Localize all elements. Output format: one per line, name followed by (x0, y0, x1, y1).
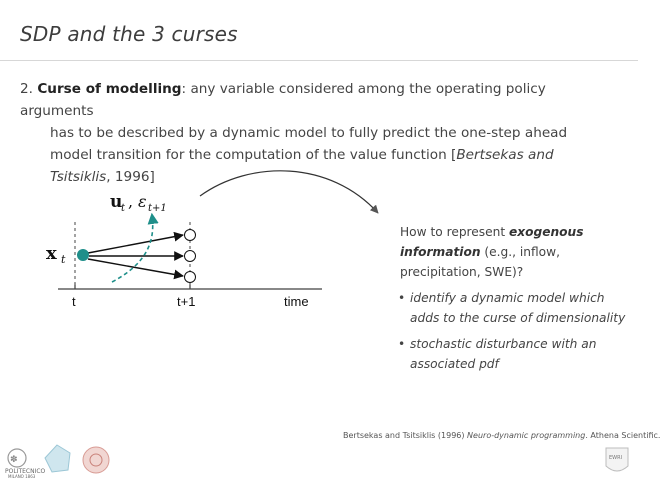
question-bold-2: information (400, 245, 481, 259)
tick-label-t: t (72, 294, 76, 309)
point-line1: : any variable considered among the operating policy arguments (20, 81, 546, 119)
current-state-node (77, 249, 89, 261)
exogenous-info-box (400, 222, 630, 380)
answer-item-stochastic: • stochastic disturbance with an associated pdf (400, 334, 630, 374)
control-subscript: t (121, 203, 126, 214)
control-label: u (110, 192, 123, 212)
link-arrow (200, 171, 378, 213)
point-line2: has to be described by a dynamic model to fully predict the one-step ahead (50, 125, 568, 141)
citation-year: , 1996] (106, 169, 155, 185)
point-bold-term: Curse of modelling (37, 81, 182, 97)
next-state-node-1 (185, 230, 196, 241)
question-bold-1: exogenous (509, 225, 584, 239)
noise-subscript: t+1 (148, 203, 167, 214)
politecnico-label: POLITECNICO (5, 468, 46, 475)
footnote-authors: Bertsekas and Tsitsiklis (1996) (343, 431, 468, 440)
next-state-node-2 (185, 251, 196, 262)
state-label: x (46, 243, 57, 264)
next-state-node-3 (185, 272, 196, 283)
ewri-label: EWRI (609, 455, 623, 461)
transition-arrow-up (88, 235, 183, 253)
politecnico-sublabel: MILANO 1863 (8, 474, 36, 479)
citation-italic-2: Tsitsiklis (50, 169, 107, 185)
noise-label: ε (138, 192, 147, 211)
slide-title: SDP and the 3 curses (20, 22, 238, 46)
svg-text:✽: ✽ (10, 455, 18, 465)
footnote-book-title: Neuro-dynamic programming (467, 431, 586, 440)
question-text-2: (e.g., inflow, (480, 245, 560, 259)
exogenous-question (400, 222, 630, 282)
partner-logo-2 (83, 447, 109, 473)
point-line3-text: model transition for the computation of the value function [ (50, 147, 457, 163)
partner-logo-1 (45, 445, 70, 472)
answer-list (400, 288, 630, 374)
question-text-1: How to represent (400, 225, 510, 239)
citation-italic-1: Bertsekas and (456, 147, 554, 163)
reference-footnote (343, 431, 660, 440)
point-number: 2. (20, 81, 33, 97)
footnote-publisher: . Athena Scientific. (585, 431, 660, 440)
axis-label-time: time (284, 294, 309, 309)
answer-item-dynamic-model: • identify a dynamic model which adds to the curse of dimensionality (400, 288, 630, 328)
state-subscript: t (61, 253, 66, 266)
politecnico-logo (8, 449, 26, 467)
transition-arrow-down (88, 259, 183, 276)
tick-label-t1: t+1 (177, 294, 196, 309)
comma: , (128, 192, 134, 211)
question-text-3: precipitation, SWE)? (400, 265, 524, 279)
control-arrow (112, 215, 153, 282)
